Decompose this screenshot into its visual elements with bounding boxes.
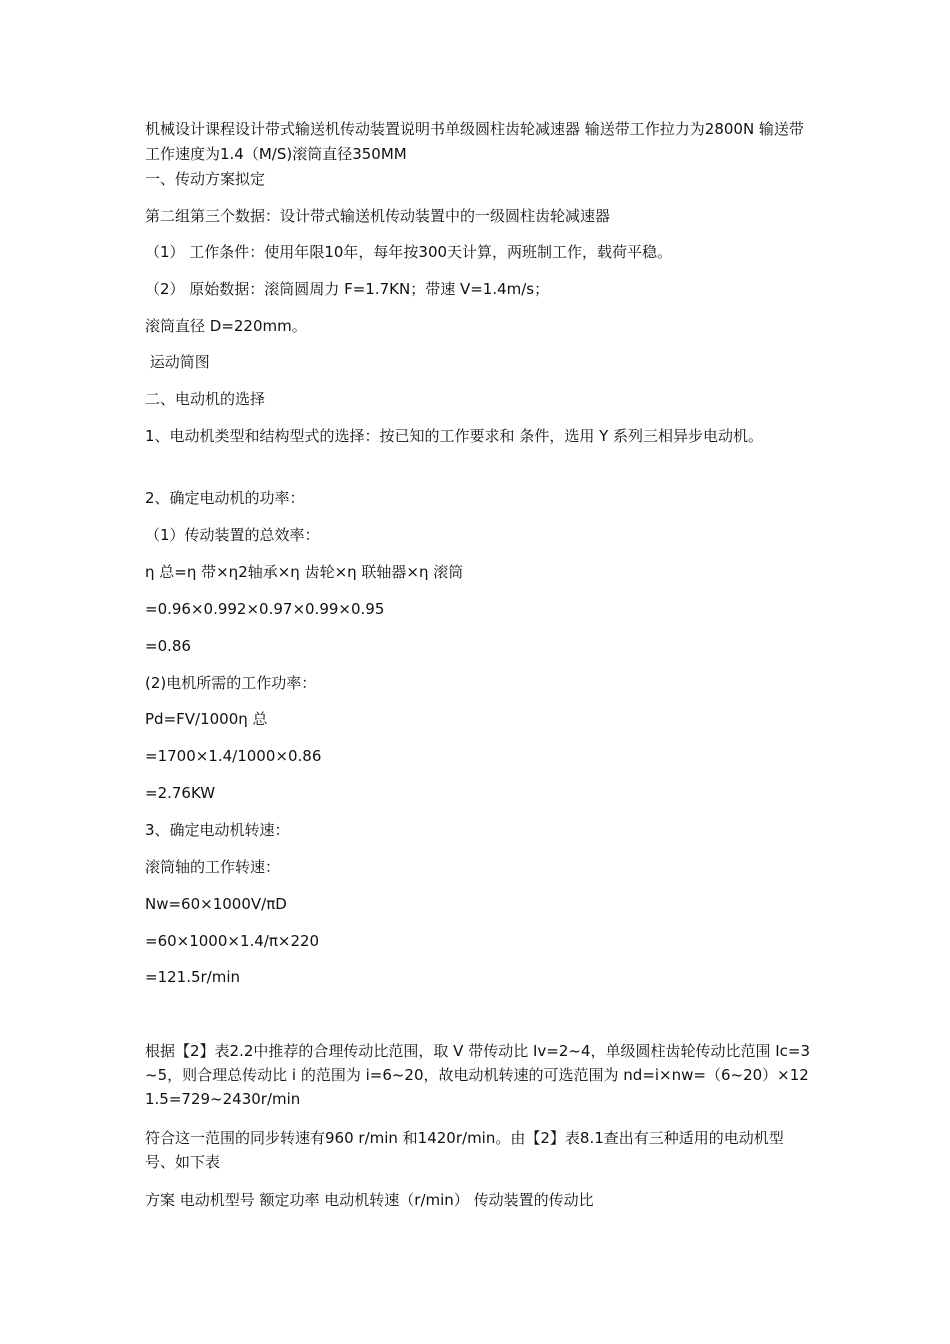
text-line: （1）传动装置的总效率： xyxy=(145,526,320,544)
text-line: 运动简图 xyxy=(145,353,210,371)
text-line: 2、确定电动机的功率： xyxy=(145,489,305,507)
formula-line: =60×1000×1.4/π×220 xyxy=(145,932,320,950)
section-heading-transmission-scheme: 一、传动方案拟定 xyxy=(145,170,266,188)
formula-line: =1700×1.4/1000×0.86 xyxy=(145,747,322,765)
formula-line: η 总=η 带×η2轴承×η 齿轮×η 联轴器×η 滚筒 xyxy=(145,563,464,581)
formula-line: =121.5r/min xyxy=(145,968,241,986)
text-paragraph: 1、电动机类型和结构型式的选择：按已知的工作要求和 条件，选用 Y 系列三相异步电动机。 xyxy=(145,427,764,445)
section-heading-motor-selection: 二、电动机的选择 xyxy=(145,390,266,408)
formula-line: Nw=60×1000V/πD xyxy=(145,895,287,913)
text-line: 3、确定电动机转速： xyxy=(145,821,290,839)
text-line: （2） 原始数据：滚筒圆周力 F=1.7KN；带速 V=1.4m/s； xyxy=(145,280,550,298)
text-line: （1） 工作条件：使用年限10年，每年按300天计算，两班制工作，载荷平稳。 xyxy=(145,243,673,261)
text-paragraph: 符合这一范围的同步转速有960 r/min 和1420r/min。由【2】表8.1查出有三种适用的电动机型号、如下表 xyxy=(145,1129,784,1171)
text-line: 滚筒轴的工作转速： xyxy=(145,858,281,876)
formula-line: Pd=FV/1000η 总 xyxy=(145,710,268,728)
text-line: 滚筒直径 D=220mm。 xyxy=(145,317,307,335)
formula-line: =0.96×0.992×0.97×0.99×0.95 xyxy=(145,600,385,618)
text-line: (2)电机所需的工作功率： xyxy=(145,674,317,692)
text-line: 第二组第三个数据：设计带式输送机传动装置中的一级圆柱齿轮减速器 xyxy=(145,207,611,225)
text-paragraph: 根据【2】表2.2中推荐的合理传动比范围，取 V 带传动比 Iv=2~4，单级圆柱齿轮传动比范围 Ic=3~5，则合理总传动比 i 的范围为 i=6~20，故电动机转速的可选范围为 nd=i×nw=（6~20）×121.5=729~2430r/min xyxy=(145,1042,811,1108)
formula-line: =2.76KW xyxy=(145,784,216,802)
formula-line: =0.86 xyxy=(145,637,191,655)
table-header-line: 方案 电动机型号 额定功率 电动机转速（r/min） 传动装置的传动比 xyxy=(145,1191,594,1209)
document-title: 机械设计课程设计带式输送机传动装置说明书单级圆柱齿轮减速器 输送带工作拉力为2800N 输送带工作速度为1.4（M/S)滚筒直径350MM xyxy=(145,120,804,163)
